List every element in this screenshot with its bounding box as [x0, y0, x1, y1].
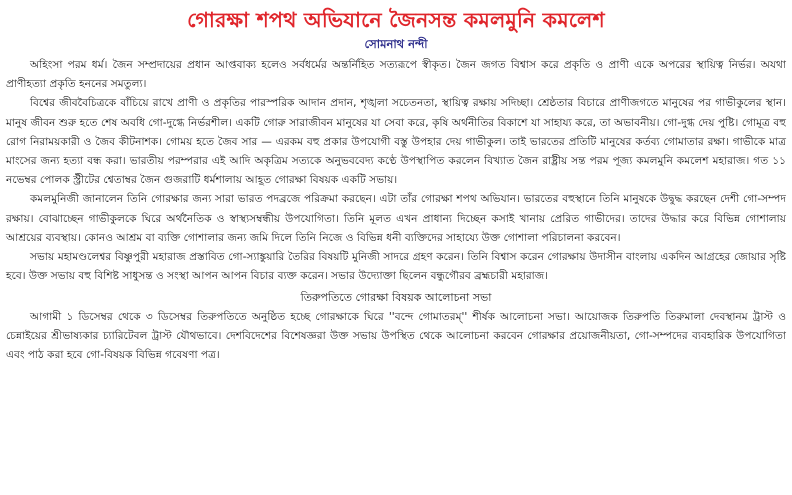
article-paragraph: সভায় মহামণ্ডলেশ্বর বিষ্ণুপুরী মহারাজ প্রস্তাবিত গো-স্যাঙ্কুয়ারি তৈরির বিষয়টি মুনিজী সাদরে গ্রহণ করেন। তিনি বিশ্বাস করেন গোরক্ষায় উদাসীন বাংলায় একদিন আগ্রহের জোয়ার সৃষ্টি হবে। উক্ত সভায় বহু বিশিষ্ট সাধুসন্ত ও সংস্থা আপন আপন বিচার ব্যক্ত করেন। সভার উদ্যোক্তা ছিলেন বন্ধুগৌরব ব্রহ্মচারী মহারাজ। [6, 251, 786, 283]
article-byline: সোমনাথ নন্দী [364, 37, 428, 51]
article-paragraph: বিশ্বের জীববৈচিত্রকে বাঁচিয়ে রাখে প্রাণী ও প্রকৃতির পারস্পরিক আদান প্রদান, শৃঙ্খলা সচেতনতা, স্থায়িত্ব রক্ষায় সদিচ্ছা। শ্রেষ্ঠতার বিচারে প্রাণীজগতে মানুষের পর গাভীকুলের স্থান। মানুষ জীবন শুরু হতে শেষ অবধি গো-দুগ্ধে নির্ভরশীল। একটি গোরু সারাজীবন মানুষের যা সেবা করে, কৃষি অর্থনীতির বিকাশে যা সাহায্য করে, তা অভাবনীয়। গো-দুগ্ধ দেয় পুষ্টি। গোমূত্র বহু রোগ নিরাময়কারী ও জৈব কীটনাশক। গোময় হতে জৈব সার — এরকম বহু প্রকার উপযোগী বস্তু উপহার দেয় গাভীকুল। তাই ভারতের প্রতিটি মানুষের কর্তব্য গোমাতার রক্ষা। গাভীকে মাত্র মাংসের জন্য হত্যা বন্ধ করা। ভারতীয় পরম্পরার এই আদি অকৃত্রিম সত্যকে অনুভববেদ্য কণ্ঠে উপস্থাপিত করলেন বিখ্যাত জৈন রাষ্ট্রীয় সন্ত পরম পূজ্য কমলমুনি কমলেশ মহারাজ। গত ১১ নভেম্বর পোলক স্ট্রীটের শ্বেতাম্বর জৈন গুজরাটি ধর্মশালায় আহূত গোরক্ষা বিষয়ক একটি সভায়। [6, 97, 786, 187]
article-paragraph: কমলমুনিজী জানালেন তিনি গোরক্ষার জন্য সারা ভারত পদব্রজে পরিক্রমা করছেন। এটা তাঁর গোরক্ষা শপথ অভিযান। ভারতের বহুস্থানে তিনি মানুষকে উদ্বুদ্ধ করছেন দেশী গো-সম্পদ রক্ষায়। বোঝাচ্ছেন গাভীকুলকে ঘিরে অর্থনৈতিক ও স্বাস্থ্যসম্বন্ধীয় উপযোগিতা। তিনি মূলত এখন প্রাধান্য দিচ্ছেন কসাই খানায় প্রেরিত গাভীদের। তাদের উদ্ধার করে বিভিন্ন গোশালায় আশ্রয়ের ব্যবস্থায়। কোনও আশ্রম বা ব্যক্তি গোশালার জন্য জমি দিলে তিনি নিজে ও বিভিন্ন ধনী ব্যক্তিদের সাহায্যে উক্ত গোশালা পরিচালনা করবেন। [6, 193, 786, 244]
article-paragraph: অহিংসা পরম ধর্ম। জৈন সম্প্রদায়ের প্রধান আপ্তবাক্য হলেও সর্বধর্মের অন্তর্নিহিত সত্যরূপে স্বীকৃত। জৈন জগত বিশ্বাস করে প্রকৃতি ও প্রাণী একে অপরের স্থায়িত্ব নির্ভর। অযথা প্রাণীহত্যা প্রকৃতি হননের সমতুল্য। [6, 59, 786, 91]
article-headline: গোরক্ষা শপথ অভিযানে জৈনসন্ত কমলমুনি কমলেশ [187, 8, 605, 32]
section-subheading: তিরুপতিতে গোরক্ষা বিষয়ক আলোচনা সভা [300, 291, 492, 305]
closing-paragraph: আগামী ১ ডিসেম্বর থেকে ৩ ডিসেম্বর তিরুপতিতে অনুষ্ঠিত হচ্ছে গোরক্ষাকে ঘিরে ''বন্দে গোমাতরম্'' শীর্ষক আলোচনা সভা। আয়োজক তিরুপতি তিরুমালা দেবস্থানম ট্রাস্ট ও চেন্নাইয়ের শ্রীভাষ্যকার চ্যারিটেবল ট্রাস্ট যৌথভাবে। দেশবিদেশের বিশেষজ্ঞরা উক্ত সভায় উপস্থিত থেকে আলোচনা করবেন গোরক্ষার প্রয়োজনীয়তা, গো-সম্পদের ব্যবহারিক উপযোগিতা এবং পাঠ করা হবে গো-বিষয়ক বিভিন্ন গবেষণা পত্র। [6, 310, 786, 362]
